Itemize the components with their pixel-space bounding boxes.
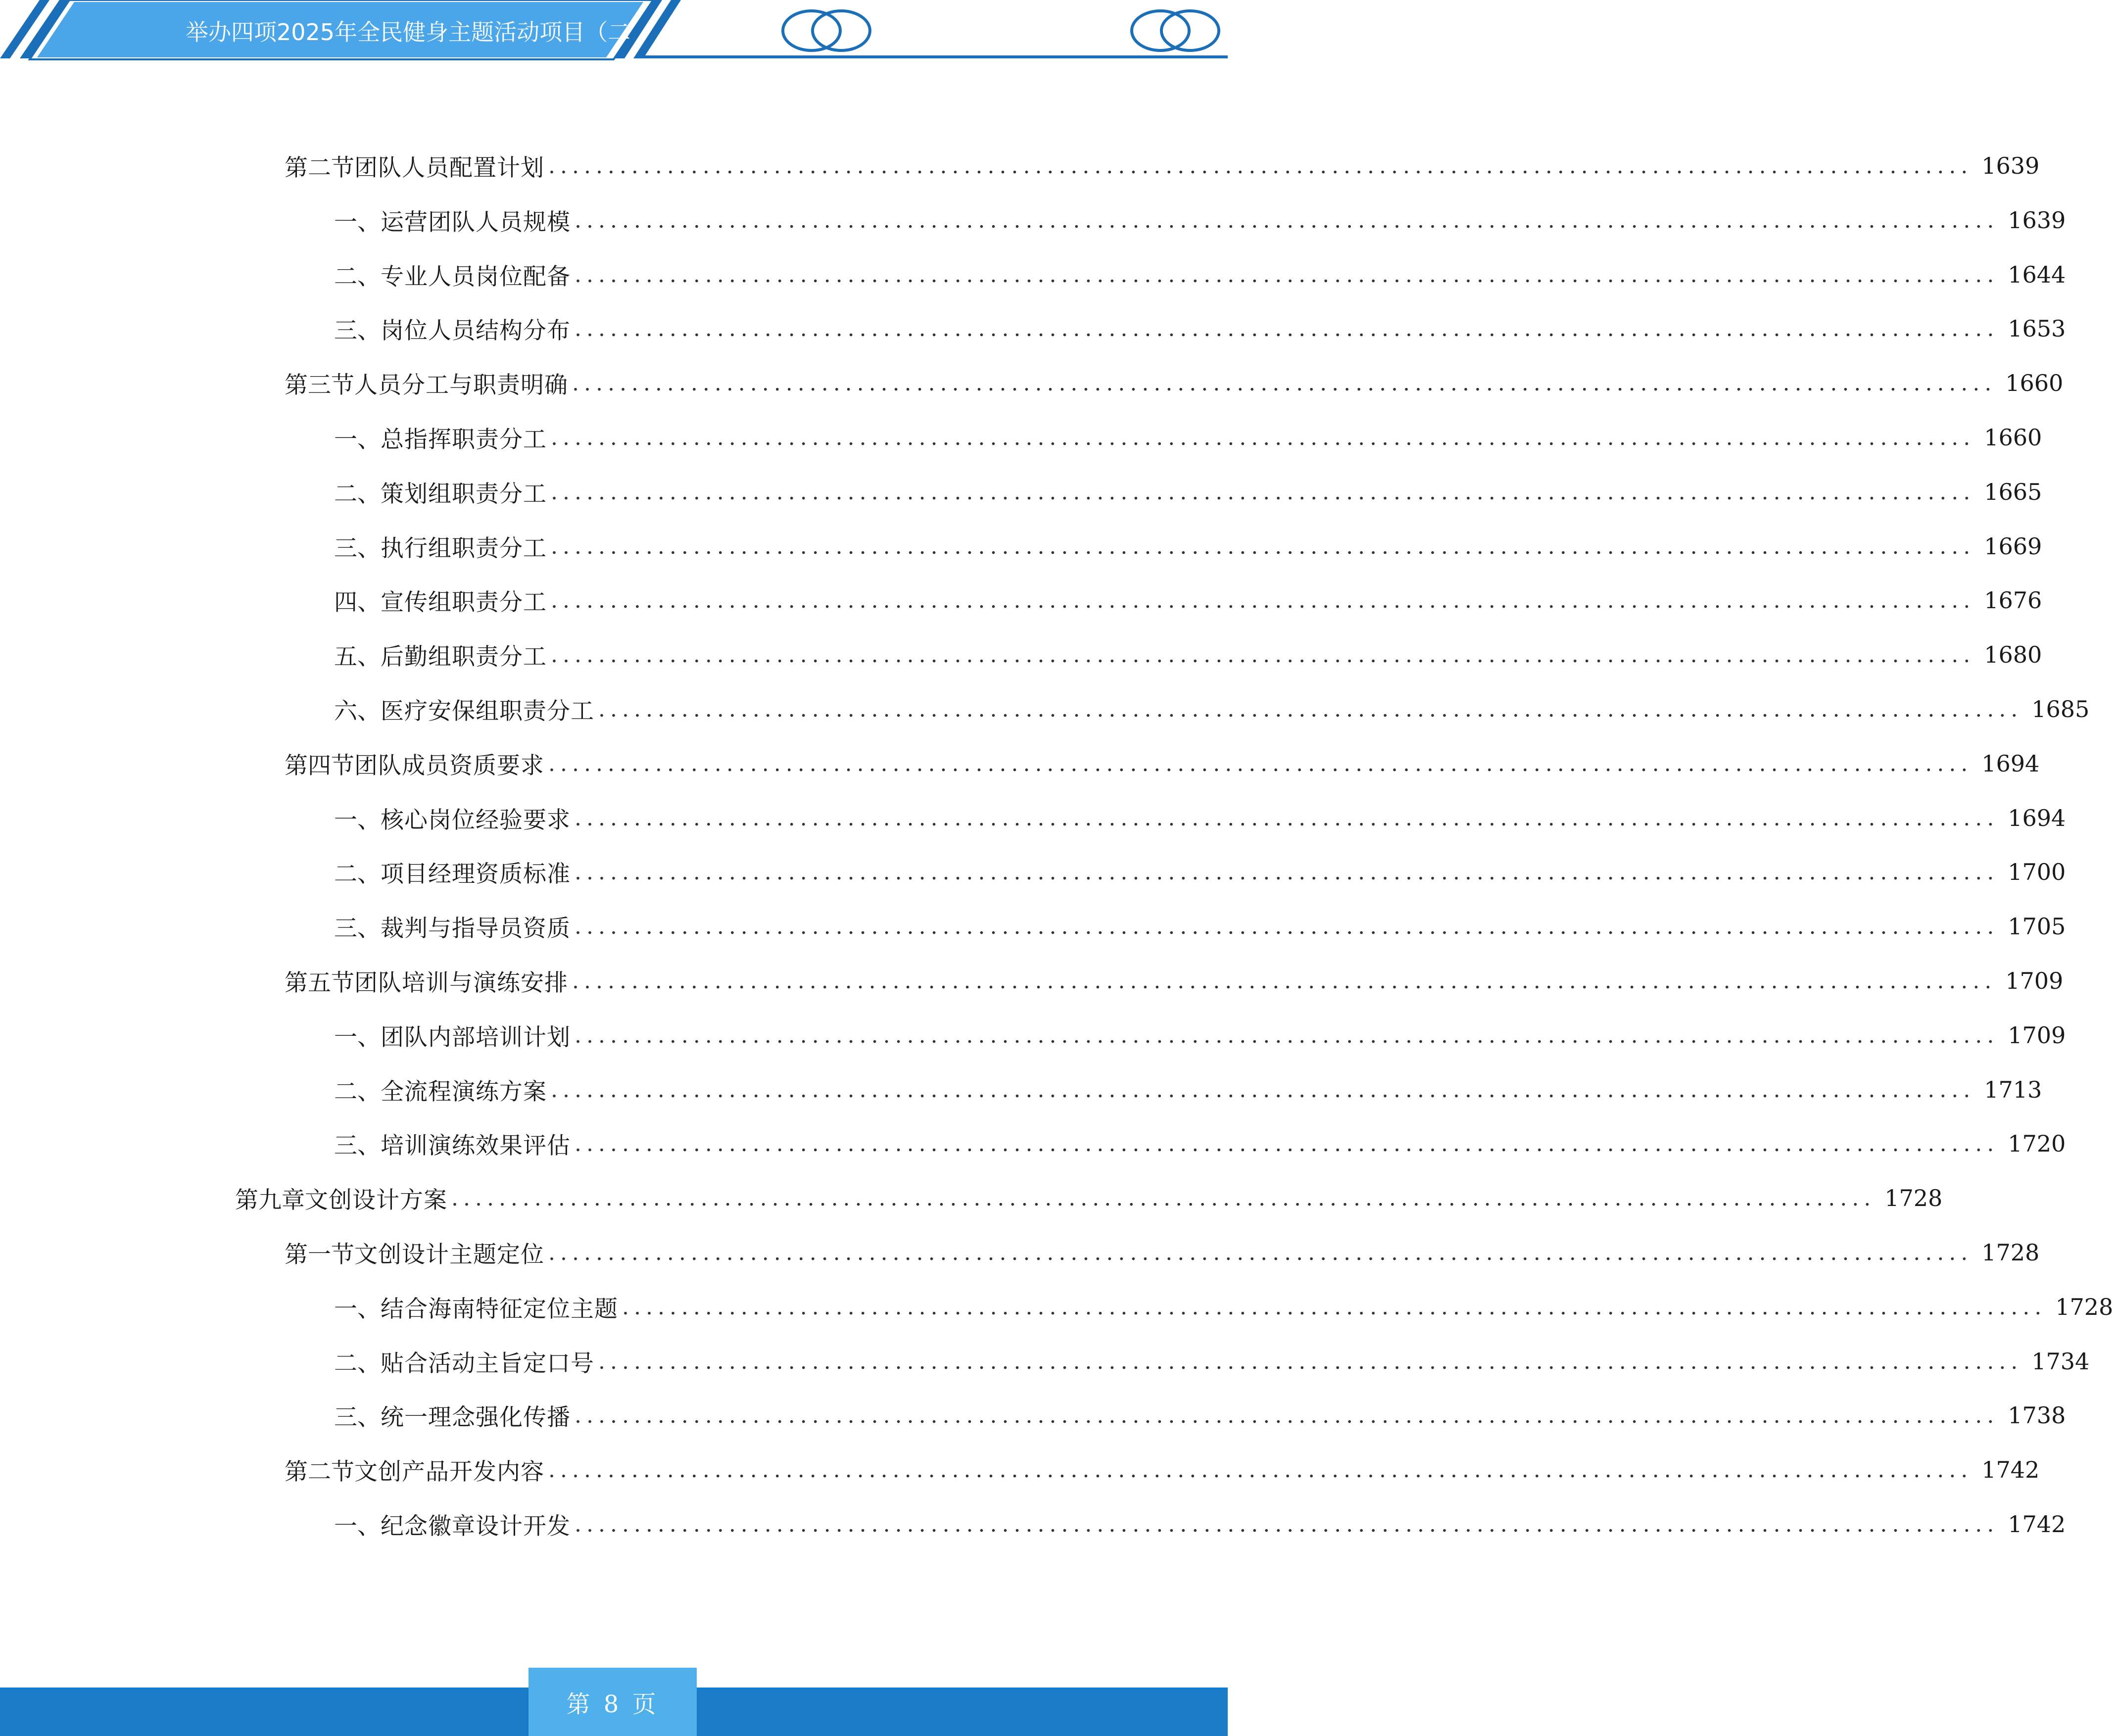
toc-entry-page: 1639	[2008, 207, 2066, 234]
toc-entry-title: 团队成员资质要求	[354, 752, 544, 779]
toc-entry-number: 五、	[334, 643, 381, 671]
toc-entry-page: 1694	[2008, 805, 2066, 831]
toc-leader-dots: ........................................................................................................................	[575, 1022, 1999, 1048]
toc-entry-title: 后勤组职责分工	[381, 643, 547, 671]
toc-entry-page: 1742	[2008, 1511, 2066, 1538]
toc-entry-page: 1738	[2008, 1402, 2066, 1429]
toc-leader-dots: ........................................................................................................................	[551, 587, 1975, 613]
toc-entry-title: 结合海南特征定位主题	[381, 1295, 618, 1323]
toc-entry[interactable]	[334, 573, 2042, 627]
page-header	[0, 0, 1228, 64]
toc-entry-title: 核心岗位经验要求	[381, 806, 571, 834]
toc-entry[interactable]	[285, 356, 2064, 410]
toc-entry-page: 1660	[2005, 370, 2064, 396]
toc-entry-number: 一、	[334, 806, 381, 834]
toc-leader-dots: ........................................................................................................................	[575, 262, 1999, 288]
toc-entry-page: 1742	[1981, 1456, 2040, 1483]
toc-leader-dots: ........................................................................................................................	[598, 1349, 2023, 1374]
toc-leader-dots: ........................................................................................................................	[575, 1511, 1999, 1537]
toc-leader-dots: ........................................................................................................................	[575, 207, 1999, 233]
toc-entry-page: 1676	[1984, 587, 2042, 614]
toc-entry-page: 1653	[2008, 315, 2066, 342]
toc-entry-number: 第一节	[285, 1241, 354, 1268]
toc-entry-title: 策划组职责分工	[381, 480, 547, 508]
toc-leader-dots: ........................................................................................................................	[622, 1294, 2047, 1320]
toc-leader-dots: ........................................................................................................................	[575, 914, 1999, 939]
toc-entry-title: 文创设计方案	[305, 1186, 447, 1214]
toc-leader-dots: ........................................................................................................................	[575, 1131, 1999, 1157]
toc-entry-number: 第九章	[235, 1186, 305, 1214]
toc-entry[interactable]	[334, 1062, 2042, 1117]
toc-entry[interactable]	[334, 627, 2042, 682]
toc-leader-dots: ........................................................................................................................	[551, 425, 1975, 450]
toc-entry-number: 二、	[334, 1350, 381, 1377]
toc-entry-number: 一、	[334, 1023, 381, 1051]
toc-entry-page: 1709	[2005, 967, 2064, 994]
toc-entry-title: 专业人员岗位配备	[381, 263, 571, 290]
toc-entry-number: 一、	[334, 208, 381, 236]
toc-leader-dots: ........................................................................................................................	[572, 968, 1997, 994]
toc-entry-page: 1720	[2008, 1130, 2066, 1157]
toc-entry[interactable]	[334, 193, 2066, 247]
toc-entry[interactable]	[334, 1388, 2066, 1443]
toc-entry-number: 四、	[334, 588, 381, 616]
toc-entry-title: 贴合活动主旨定口号	[381, 1350, 594, 1377]
toc-entry-page: 1713	[1984, 1076, 2042, 1103]
toc-entry-page: 1694	[1981, 750, 2040, 777]
toc-entry[interactable]	[235, 1171, 1943, 1225]
toc-entry-title: 全流程演练方案	[381, 1078, 547, 1106]
toc-entry-page: 1639	[1981, 152, 2040, 179]
toc-entry-page: 1685	[2031, 696, 2090, 723]
toc-entry-title: 团队人员配置计划	[354, 154, 544, 182]
toc-entry-number: 二、	[334, 263, 381, 290]
toc-entry-title: 人员分工与职责明确	[354, 371, 568, 399]
toc-leader-dots: ........................................................................................................................	[548, 153, 1973, 179]
toc-entry-number: 三、	[334, 534, 381, 562]
toc-entry-page: 1734	[2031, 1348, 2090, 1375]
toc-entry-title: 纪念徽章设计开发	[381, 1512, 571, 1540]
toc-entry[interactable]	[334, 1116, 2066, 1171]
toc-entry-page: 1709	[2008, 1022, 2066, 1049]
toc-entry[interactable]	[334, 1334, 2090, 1389]
toc-leader-dots: ........................................................................................................................	[575, 805, 1999, 831]
toc-entry-number: 第二节	[285, 154, 354, 182]
toc-leader-dots: ........................................................................................................................	[575, 859, 1999, 885]
toc-entry-page: 1728	[1884, 1185, 1943, 1211]
toc-leader-dots: ........................................................................................................................	[575, 1402, 1999, 1428]
toc-entry-page: 1669	[1984, 533, 2042, 560]
toc-entry[interactable]	[334, 1280, 2113, 1334]
toc-entry[interactable]	[285, 1443, 2040, 1497]
toc-entry-number: 第三节	[285, 371, 354, 399]
toc-entry-number: 一、	[334, 1295, 381, 1323]
toc-entry-number: 三、	[334, 1132, 381, 1159]
toc-entry-title: 文创设计主题定位	[354, 1241, 544, 1268]
toc-entry[interactable]	[285, 736, 2040, 791]
toc-entry-title: 运营团队人员规模	[381, 208, 571, 236]
toc-leader-dots: ........................................................................................................................	[548, 1457, 1973, 1483]
toc-entry-title: 岗位人员结构分布	[381, 317, 571, 344]
toc-entry-title: 团队培训与演练安排	[354, 969, 568, 997]
toc-entry-title: 总指挥职责分工	[381, 426, 547, 453]
toc-leader-dots: ........................................................................................................................	[551, 1077, 1975, 1103]
toc-entry-page: 1700	[2008, 859, 2066, 885]
toc-entry-title: 宣传组职责分工	[381, 588, 547, 616]
toc-entry[interactable]	[334, 1008, 2066, 1062]
toc-entry-page: 1665	[1984, 479, 2042, 505]
toc-entry[interactable]	[334, 410, 2042, 465]
toc-entry-page: 1705	[2008, 913, 2066, 940]
toc-leader-dots: ........................................................................................................................	[548, 751, 1973, 776]
toc-leader-dots: ........................................................................................................................	[598, 696, 2023, 722]
toc-entry[interactable]	[334, 247, 2066, 302]
toc-entry-number: 第五节	[285, 969, 354, 997]
page-number: 第 8 页	[528, 1668, 697, 1736]
toc-entry[interactable]	[285, 1225, 2040, 1280]
rings-logo-right	[1132, 11, 1219, 50]
toc-entry[interactable]	[334, 1497, 2066, 1551]
toc-leader-dots: ........................................................................................................................	[575, 316, 1999, 341]
toc-entry-number: 二、	[334, 1078, 381, 1106]
toc-entry[interactable]	[334, 899, 2066, 954]
toc-entry-title: 文创产品开发内容	[354, 1458, 544, 1486]
toc-entry-title: 团队内部培训计划	[381, 1023, 571, 1051]
toc-entry-number: 六、	[334, 697, 381, 725]
toc-entry-number: 二、	[334, 480, 381, 508]
toc-entry[interactable]	[334, 845, 2066, 899]
toc-entry-title: 项目经理资质标准	[381, 860, 571, 888]
toc-entry-number: 二、	[334, 860, 381, 888]
toc-entry-page: 1680	[1984, 641, 2042, 668]
toc-entry-number: 三、	[334, 1403, 381, 1431]
rings-logo-left	[783, 11, 870, 50]
toc-entry[interactable]	[334, 791, 2066, 845]
toc-leader-dots: ........................................................................................................................	[551, 479, 1975, 505]
toc-entry-title: 统一理念强化传播	[381, 1403, 571, 1431]
toc-leader-dots: ........................................................................................................................	[548, 1240, 1973, 1265]
toc-leader-dots: ........................................................................................................................	[551, 642, 1975, 668]
toc-leader-dots: ........................................................................................................................	[551, 533, 1975, 559]
toc-entry-title: 执行组职责分工	[381, 534, 547, 562]
toc-entry[interactable]	[285, 139, 2040, 193]
toc-entry-page: 1660	[1984, 424, 2042, 451]
toc-entry-page: 1644	[2008, 261, 2066, 288]
toc-entry[interactable]	[334, 682, 2090, 736]
toc-entry-title: 裁判与指导员资质	[381, 915, 571, 942]
toc-entry[interactable]	[285, 954, 2064, 1008]
toc-entry-title: 培训演练效果评估	[381, 1132, 571, 1159]
toc-leader-dots: ........................................................................................................................	[451, 1185, 1876, 1211]
toc-entry-number: 三、	[334, 317, 381, 344]
toc-entry-number: 三、	[334, 915, 381, 942]
toc-entry-page: 1728	[1981, 1239, 2040, 1266]
toc-entry[interactable]	[334, 465, 2042, 519]
toc-entry-number: 一、	[334, 1512, 381, 1540]
toc-entry-page: 1728	[2055, 1294, 2113, 1320]
toc-entry-title: 医疗安保组职责分工	[381, 697, 594, 725]
header-title: 举办四项2025年全民健身主题活动项目（二	[186, 19, 631, 46]
toc-entry-number: 一、	[334, 426, 381, 453]
toc-entry-number: 第四节	[285, 752, 354, 779]
toc-entry-number: 第二节	[285, 1458, 354, 1486]
toc-entry[interactable]	[334, 301, 2066, 356]
toc-leader-dots: ........................................................................................................................	[572, 370, 1997, 396]
toc-entry[interactable]	[334, 519, 2042, 574]
